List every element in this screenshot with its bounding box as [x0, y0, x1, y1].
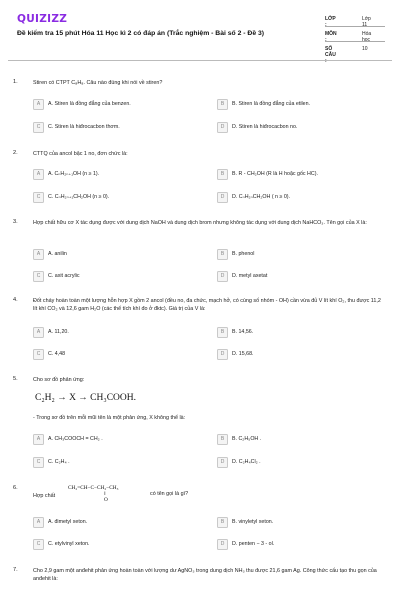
- option-text: D. CₙH₂ₙCH₂OH ( n ≥ 0).: [232, 193, 291, 200]
- option-text: D. Stiren là hiđrocacbon no.: [232, 123, 298, 130]
- option-letter-badge: A: [33, 327, 44, 338]
- page-title: Đề kiểm tra 15 phút Hóa 11 Học kì 2 có đáp án (Trắc nghiệm - Bài số 2 - Đề 3): [17, 30, 265, 37]
- option-letter-badge: B: [217, 169, 228, 180]
- option-letter-badge: B: [217, 249, 228, 260]
- option-letter-badge: C: [33, 271, 44, 282]
- quizizz-logo: QUIZIZZ: [17, 13, 68, 25]
- option-text: A. Stiren là đồng đẳng của benzen.: [48, 100, 131, 107]
- structural-formula: CH₂=CH−C−CH₂−CH₃: [68, 485, 119, 491]
- option-letter-badge: C: [33, 349, 44, 360]
- option-letter-badge: A: [33, 99, 44, 110]
- meta-key: SỐ CÂU :: [325, 46, 336, 64]
- option-b[interactable]: [217, 99, 387, 110]
- option-c[interactable]: [33, 122, 203, 133]
- question-text: Stiren có CTPT C₈H₈. Câu nào đúng khi nói về stiren?: [33, 80, 163, 86]
- option-text: B. C₂H₅OH .: [232, 435, 262, 442]
- question-text: CTTQ của ancol bậc 1 no, đơn chức là:: [33, 151, 128, 157]
- option-text: A. đimetyl xeton.: [48, 518, 88, 525]
- option-letter-badge: C: [33, 457, 44, 468]
- header-divider: [8, 60, 392, 61]
- meta-value: Hóa học: [362, 31, 372, 43]
- option-letter-badge: A: [33, 249, 44, 260]
- question-subtext: - Trong sơ đồ trên mỗi mũi tên là một phản ứng, X không thể là:: [33, 415, 186, 421]
- option-b[interactable]: [217, 169, 387, 180]
- option-a[interactable]: [33, 249, 203, 260]
- option-text: C. CₙH₂ₙ₊₁CH₂OH (n ≥ 0).: [48, 193, 110, 200]
- option-text: D. C₂H₄Cl₂ .: [232, 458, 261, 465]
- question-number: 3.: [13, 219, 18, 225]
- option-text: D. penten − 3 - ol.: [232, 540, 275, 547]
- meta-value: Lớp 11: [362, 16, 371, 28]
- option-b[interactable]: [217, 249, 387, 260]
- option-letter-badge: A: [33, 517, 44, 528]
- question-number: 4.: [13, 297, 18, 303]
- question-number: 5.: [13, 376, 18, 382]
- option-letter-badge: D: [217, 457, 228, 468]
- option-text: A. CH₃COOCH = CH₂ .: [48, 435, 103, 442]
- option-text: B. 14,56.: [232, 328, 254, 335]
- option-a[interactable]: [33, 434, 203, 445]
- option-letter-badge: A: [33, 169, 44, 180]
- option-d[interactable]: [217, 192, 387, 203]
- option-letter-badge: A: [33, 434, 44, 445]
- option-text: A. CₙH₂ₙ₊₁OH (n ≥ 1).: [48, 170, 100, 177]
- option-a[interactable]: [33, 517, 203, 528]
- meta-key: LỚP :: [325, 16, 336, 28]
- option-letter-badge: B: [217, 99, 228, 110]
- question-text: Cho sơ đồ phản ứng:: [33, 377, 85, 383]
- option-text: C. C₂H₄ .: [48, 458, 70, 465]
- option-d[interactable]: [217, 539, 387, 550]
- divider: [325, 41, 385, 42]
- question-text-after: có tên gọi là gì?: [150, 491, 189, 497]
- option-text: C. axit acrylic: [48, 272, 80, 279]
- option-b[interactable]: [217, 327, 387, 338]
- question-text: Hợp chất: [33, 493, 56, 499]
- option-letter-badge: B: [217, 327, 228, 338]
- option-text: B. R - CH₂OH (R là H hoặc gốc HC).: [232, 170, 318, 177]
- option-c[interactable]: [33, 349, 203, 360]
- option-letter-badge: B: [217, 434, 228, 445]
- divider: [325, 26, 385, 27]
- question-text: Đốt cháy hoàn toàn một lượng hỗn hợp X gồm 2 ancol (đều no, đa chức, mạch hở, có cùng số nhóm - OH) cần vừa đủ V lít khí O₂, thu được 11,2 lít khí CO₂ và 12,6 gam H₂O (các thể tích khí đo ở đktc). Giá trị của V là:: [33, 298, 381, 312]
- option-text: B. vinyletyl xeton.: [232, 518, 274, 525]
- option-d[interactable]: [217, 349, 387, 360]
- option-letter-badge: C: [33, 192, 44, 203]
- option-text: B. Stiren là đồng đẳng của etilen.: [232, 100, 311, 107]
- question-number: 2.: [13, 150, 18, 156]
- question-text: Cho 2,9 gam một anđehit phản ứng hoàn toàn với lượng dư AgNO₃ trong dung dịch NH₃ thu được 21,6 gam Ag. Công thức cấu tạo thu gọn của anđehit là:: [33, 568, 377, 582]
- option-d[interactable]: [217, 271, 387, 282]
- carbonyl-bond: ‖: [104, 491, 106, 497]
- option-c[interactable]: [33, 457, 203, 468]
- carbonyl-oxygen: O: [104, 497, 108, 503]
- option-c[interactable]: [33, 539, 203, 550]
- option-a[interactable]: [33, 169, 203, 180]
- option-a[interactable]: [33, 327, 203, 338]
- option-text: A. anilin: [48, 250, 67, 257]
- question-number: 1.: [13, 79, 18, 85]
- option-letter-badge: C: [33, 539, 44, 550]
- option-text: D. metyl axetat: [232, 272, 268, 279]
- option-letter-badge: D: [217, 349, 228, 360]
- option-letter-badge: D: [217, 539, 228, 550]
- option-c[interactable]: [33, 192, 203, 203]
- option-letter-badge: D: [217, 122, 228, 133]
- option-text: C. 4,48: [48, 350, 66, 357]
- option-letter-badge: D: [217, 192, 228, 203]
- meta-value: 10: [362, 46, 368, 52]
- option-c[interactable]: [33, 271, 203, 282]
- option-a[interactable]: [33, 99, 203, 110]
- question-text: Hợp chất hữu cơ X tác dụng được với dung dịch NaOH và dung dịch brom nhưng không tác dụng với dung dịch NaHCO₃. Tên gọi của X là:: [33, 220, 367, 226]
- option-text: C. etylvinyl xeton.: [48, 540, 90, 547]
- option-text: C. Stiren là hiđrocacbon thơm.: [48, 123, 120, 130]
- option-letter-badge: B: [217, 517, 228, 528]
- option-letter-badge: D: [217, 271, 228, 282]
- reaction-scheme: C₂H₂ → X → CH₃COOH.: [35, 393, 136, 403]
- option-text: D. 15,68.: [232, 350, 254, 357]
- question-number: 6.: [13, 485, 18, 491]
- option-text: B. phenol: [232, 250, 255, 257]
- option-letter-badge: C: [33, 122, 44, 133]
- option-d[interactable]: [217, 122, 387, 133]
- option-d[interactable]: [217, 457, 387, 468]
- option-b[interactable]: [217, 517, 387, 528]
- option-text: A. 11,20.: [48, 328, 69, 335]
- option-b[interactable]: [217, 434, 387, 445]
- question-number: 7.: [13, 567, 18, 573]
- meta-key: MÔN :: [325, 31, 337, 43]
